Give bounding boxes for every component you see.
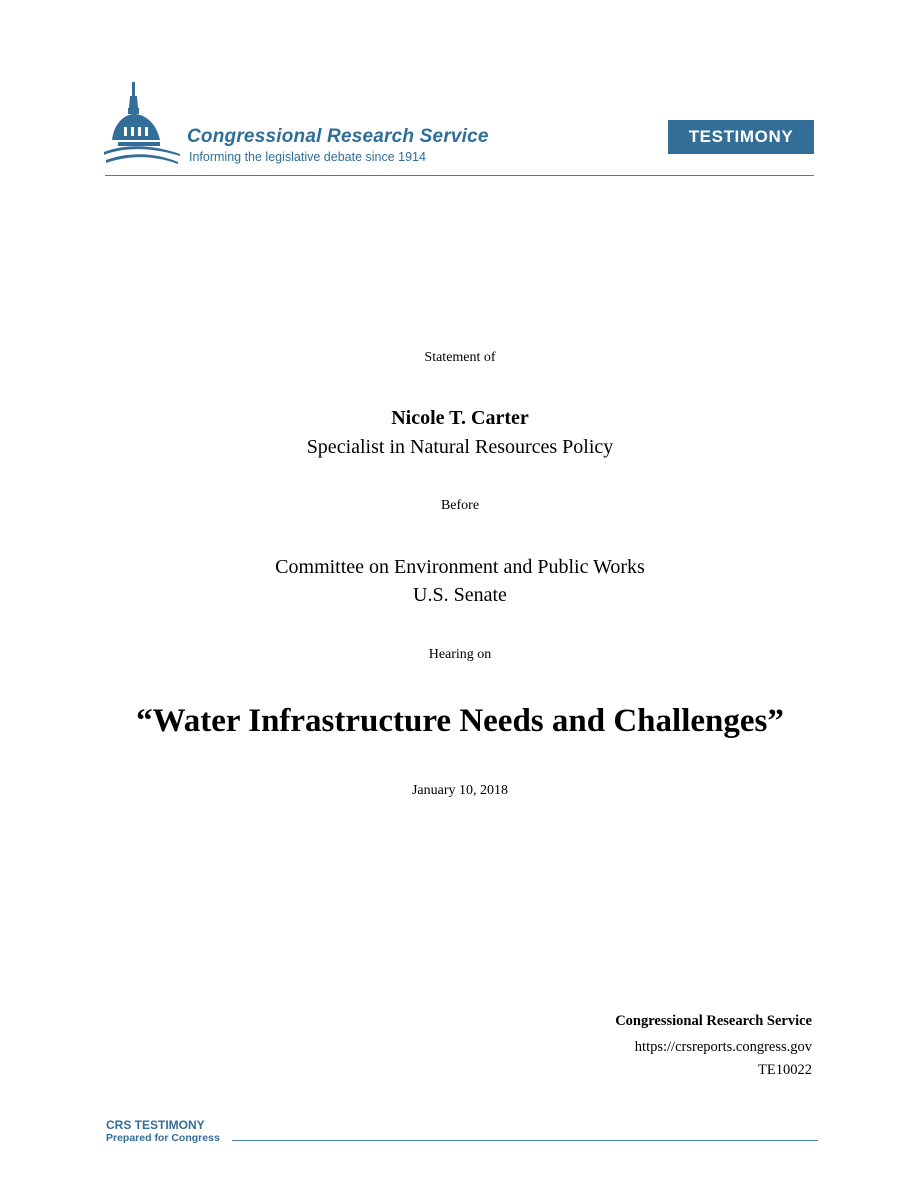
footer-title: CRS TESTIMONY — [106, 1118, 205, 1132]
hearing-date: January 10, 2018 — [411, 783, 509, 798]
capitol-dome-icon — [104, 82, 182, 168]
report-number: TE10022 — [758, 1062, 812, 1078]
org-name: Congressional Research Service — [187, 126, 489, 147]
hearing-on-label: Hearing on — [428, 647, 492, 662]
footer-divider — [232, 1140, 818, 1141]
statement-of-label: Statement of — [424, 350, 496, 365]
chamber-name: U.S. Senate — [413, 584, 507, 606]
publisher-name: Congressional Research Service — [615, 1013, 812, 1029]
publisher-url[interactable]: https://crsreports.congress.gov — [634, 1039, 812, 1055]
before-label: Before — [440, 498, 480, 513]
header-divider — [105, 175, 814, 176]
committee-name: Committee on Environment and Public Works — [275, 556, 645, 578]
footer-subtitle: Prepared for Congress — [106, 1132, 220, 1144]
hearing-title: “Water Infrastructure Needs and Challenges” — [136, 703, 784, 739]
testimony-badge: TESTIMONY — [668, 120, 814, 154]
witness-name: Nicole T. Carter — [391, 407, 529, 429]
org-tagline: Informing the legislative debate since 1914 — [189, 150, 426, 164]
witness-title: Specialist in Natural Resources Policy — [306, 436, 614, 458]
